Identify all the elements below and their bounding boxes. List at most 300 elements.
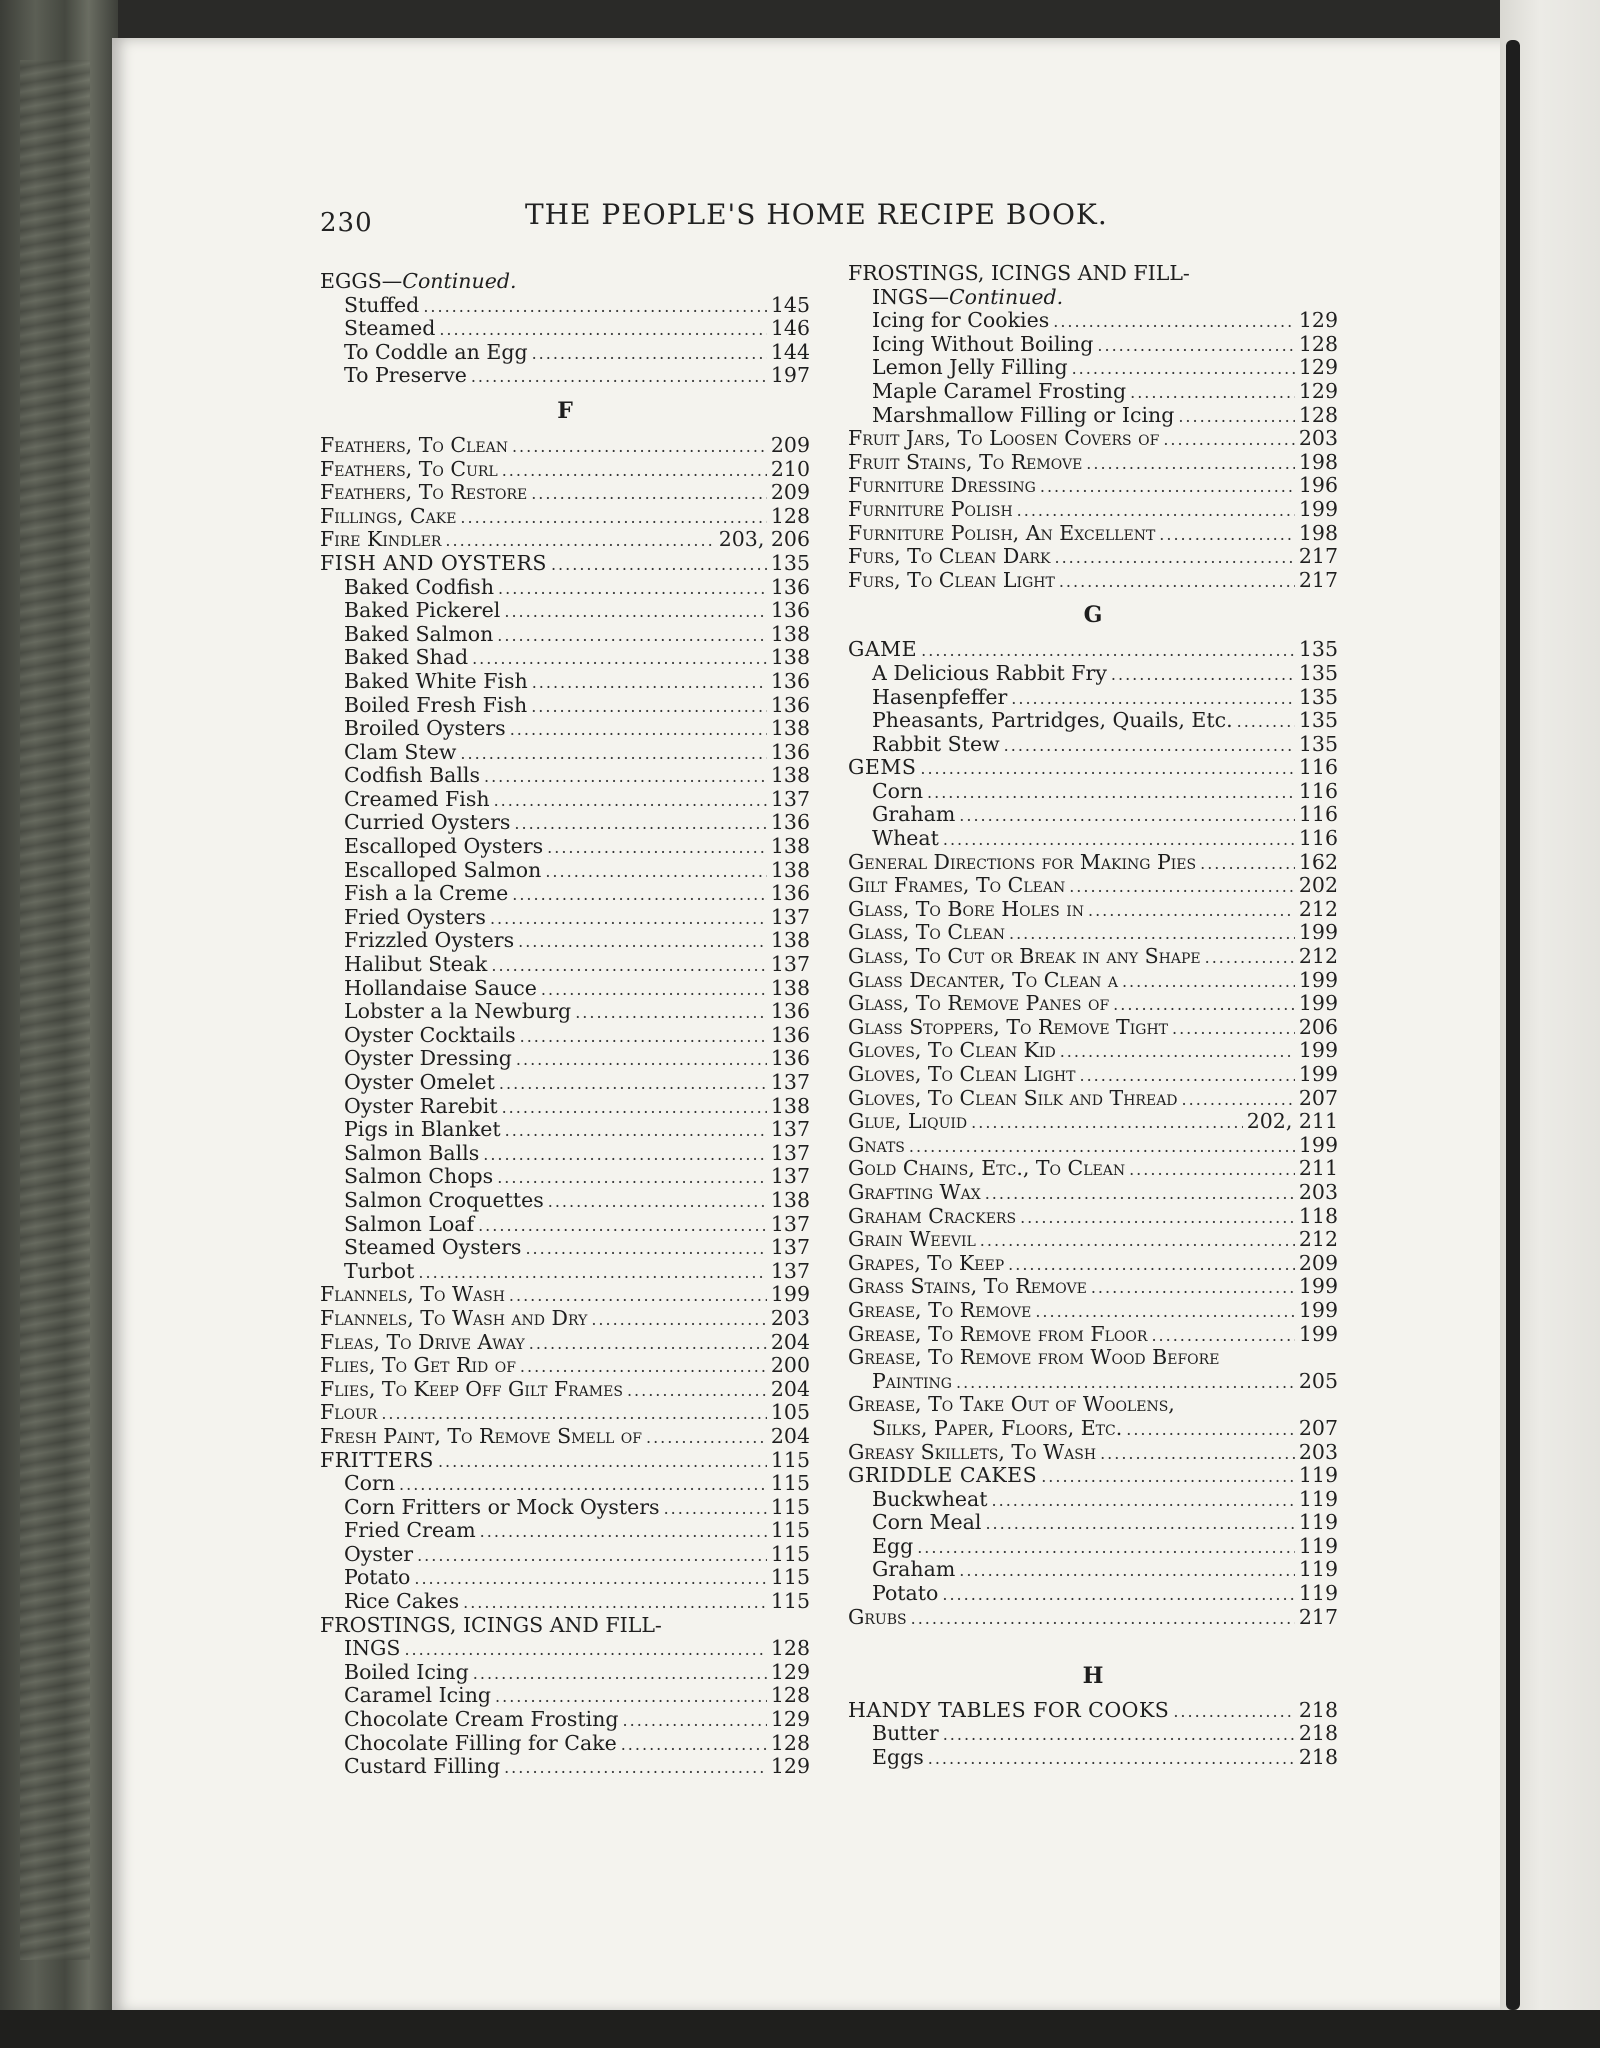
entry-page: 129 <box>770 1707 810 1732</box>
dot-leader <box>1086 452 1295 476</box>
dot-leader <box>514 812 766 836</box>
entry-page: 136 <box>770 881 810 906</box>
dot-leader <box>1163 428 1295 452</box>
entry-title: Escalloped Salmon <box>344 857 542 882</box>
dot-leader <box>943 1723 1295 1747</box>
dot-leader <box>1097 334 1294 358</box>
griddle-list <box>848 1488 1338 1606</box>
entry-title: Glass, To Remove Panes of <box>848 991 1110 1016</box>
dot-leader <box>928 1747 1295 1771</box>
entry-title: Salmon Balls <box>344 1140 480 1165</box>
entry-page: 146 <box>770 316 810 341</box>
index-entry <box>848 1535 1338 1559</box>
dot-leader <box>575 1001 767 1025</box>
dot-leader <box>494 789 767 813</box>
entry-page: 199 <box>770 1282 810 1307</box>
entry-page: 135 <box>1298 708 1338 733</box>
entry-page: 218 <box>1298 1721 1338 1746</box>
dot-leader <box>512 883 767 907</box>
entry-title: Corn Meal <box>872 1510 982 1535</box>
index-entry <box>320 481 810 505</box>
index-entry <box>848 921 1338 945</box>
dot-leader <box>1059 570 1295 594</box>
entry-title: Grapes, To Keep <box>848 1250 1005 1275</box>
entry-page: 198 <box>1298 449 1338 474</box>
index-entry <box>320 505 810 529</box>
dot-leader <box>1017 499 1295 523</box>
index-entry <box>848 1464 1338 1488</box>
index-entry <box>320 1071 810 1095</box>
index-entry <box>848 638 1338 662</box>
dot-leader <box>664 1497 767 1521</box>
entry-page: 137 <box>770 786 810 811</box>
page-number: 230 <box>320 208 373 238</box>
dot-leader <box>1088 899 1295 923</box>
entry-title: Glass, To Cut or Break in any Shape <box>848 944 1201 969</box>
entry-title: Fruit Jars, To Loosen Covers of <box>848 426 1160 451</box>
entry-title: Glue, Liquid <box>848 1109 968 1134</box>
section-letter-g: G <box>1083 602 1103 629</box>
entry-page: 136 <box>770 1022 810 1047</box>
index-entry <box>320 576 810 600</box>
grease-wood-line1: Grease, To Remove from Wood Before <box>848 1345 1220 1370</box>
index-entry <box>320 1378 810 1402</box>
entry-title: Baked Pickerel <box>344 598 501 623</box>
index-entry <box>320 623 810 647</box>
book-edge-left <box>0 0 118 2048</box>
dot-leader <box>1009 922 1295 946</box>
dot-leader <box>520 1025 767 1049</box>
entry-page: 137 <box>770 1211 810 1236</box>
dot-leader <box>911 1607 1295 1631</box>
entry-page: 138 <box>770 834 810 859</box>
dot-leader <box>1041 1465 1295 1489</box>
index-entry <box>848 474 1338 498</box>
entry-title: HANDY TABLES FOR COOKS <box>848 1697 1170 1722</box>
entry-title: Rabbit Stew <box>872 731 1000 756</box>
dot-leader <box>971 1111 1243 1135</box>
index-column-left <box>320 270 810 1779</box>
frostings-list <box>320 1661 810 1779</box>
index-entry <box>848 427 1338 451</box>
entry-page: 136 <box>770 999 810 1024</box>
index-entry <box>848 1746 1338 1770</box>
dot-leader <box>414 1567 767 1591</box>
dot-leader <box>490 907 767 931</box>
entry-page: 115 <box>770 1494 810 1519</box>
index-entry <box>848 827 1338 851</box>
continued-heading: EGGS—Continued. <box>320 269 517 293</box>
entry-title: Curried Oysters <box>344 810 511 835</box>
dot-leader <box>512 435 767 459</box>
dot-leader <box>1008 1253 1295 1277</box>
entry-page: 199 <box>1298 920 1338 945</box>
entry-title: Salmon Chops <box>344 1164 494 1189</box>
dot-leader <box>1091 1276 1295 1300</box>
entry-title: Glass Decanter, To Clean a <box>848 967 1118 992</box>
dot-leader <box>548 1190 767 1214</box>
dot-leader <box>1079 1064 1294 1088</box>
dot-leader <box>504 600 767 624</box>
entry-page: 145 <box>770 292 810 317</box>
entry-page: 136 <box>770 739 810 764</box>
dot-leader <box>1111 663 1295 687</box>
entry-page: 212 <box>1298 944 1338 969</box>
index-entry <box>320 788 810 812</box>
index-entry <box>848 380 1338 404</box>
entry-page: 128 <box>770 503 810 528</box>
entry-title: Gnats <box>848 1132 905 1157</box>
g-entries-1 <box>848 851 1338 1346</box>
entry-title: Lobster a la Newburg <box>344 999 572 1024</box>
dot-leader <box>1182 1088 1295 1112</box>
entry-title: Baked Salmon <box>344 621 494 646</box>
entry-page: 115 <box>770 1541 810 1566</box>
entry-title: Baked Codfish <box>344 574 495 599</box>
dot-leader <box>516 1048 767 1072</box>
index-entry <box>320 1401 810 1425</box>
running-title: THE PEOPLE'S HOME RECIPE BOOK. <box>525 198 1108 231</box>
entry-title: Clam Stew <box>344 739 457 764</box>
index-entry <box>848 1087 1338 1111</box>
greasy-skillets-entry <box>848 1441 1338 1465</box>
entry-page: 135 <box>1298 660 1338 685</box>
entry-title: Boiled Fresh Fish <box>344 692 528 717</box>
index-entry <box>848 662 1338 686</box>
dot-leader <box>445 529 714 553</box>
entry-title: Graham Crackers <box>848 1203 1017 1228</box>
dot-leader <box>541 978 767 1002</box>
index-entry <box>320 1684 810 1708</box>
entry-title: Fresh Paint, To Remove Smell of <box>320 1423 642 1448</box>
dot-leader <box>472 647 767 671</box>
entry-page: 129 <box>1298 308 1338 333</box>
entry-title: Oyster Dressing <box>344 1046 512 1071</box>
index-entry <box>320 859 810 883</box>
entry-page: 197 <box>770 363 810 388</box>
entry-page: 118 <box>1298 1203 1338 1228</box>
entry-title: Grubs <box>848 1604 907 1629</box>
entry-page: 116 <box>1298 802 1338 827</box>
index-entry <box>848 1370 1338 1394</box>
entry-page: 119 <box>1298 1533 1338 1558</box>
index-entry <box>320 1590 810 1614</box>
dot-leader <box>463 1591 767 1615</box>
entry-title: Hollandaise Sauce <box>344 975 537 1000</box>
index-entry <box>320 317 810 341</box>
index-entry <box>848 1558 1338 1582</box>
index-entry <box>848 1511 1338 1535</box>
entry-page: 138 <box>770 975 810 1000</box>
f-entries-3 <box>848 427 1338 592</box>
entry-page: 137 <box>770 1235 810 1260</box>
entry-page: 128 <box>770 1636 810 1661</box>
entry-title: Creamed Fish <box>344 786 490 811</box>
dot-leader <box>1130 381 1295 405</box>
entry-page: 129 <box>1298 355 1338 380</box>
entry-title: FRITTERS <box>320 1447 434 1472</box>
index-entry <box>320 953 810 977</box>
dot-leader <box>491 954 767 978</box>
dot-leader <box>460 742 766 766</box>
entry-title: Flies, To Keep Off Gilt Frames <box>320 1376 623 1401</box>
entry-page: 115 <box>770 1518 810 1543</box>
entry-title: Furniture Polish <box>848 496 1013 521</box>
index-entry <box>320 1755 810 1779</box>
dot-leader <box>623 1709 767 1733</box>
entry-title: To Coddle an Egg <box>344 339 528 364</box>
spacer <box>848 1629 1338 1653</box>
entry-page: 115 <box>770 1589 810 1614</box>
dot-leader <box>502 459 767 483</box>
dot-leader <box>1205 946 1295 970</box>
dot-leader <box>1020 1206 1295 1230</box>
entry-page: 115 <box>770 1471 810 1496</box>
dot-leader <box>1004 734 1295 758</box>
dot-leader <box>483 1143 767 1167</box>
entry-title: Painting <box>872 1368 952 1393</box>
entry-title: Glass, To Clean <box>848 920 1005 945</box>
index-entry <box>848 1016 1338 1040</box>
dot-leader <box>399 1473 767 1497</box>
dot-leader <box>460 506 766 530</box>
index-entry <box>320 1165 810 1189</box>
dot-leader <box>921 639 1295 663</box>
game-heading <box>848 638 1338 662</box>
entry-page: 199 <box>1298 1062 1338 1086</box>
index-entry <box>848 803 1338 827</box>
entry-page: 119 <box>1298 1510 1338 1535</box>
entry-title: Fried Oysters <box>344 904 486 929</box>
entry-page: 138 <box>770 763 810 788</box>
bottom-shadow <box>0 2010 1600 2048</box>
dot-leader <box>497 624 767 648</box>
dot-leader <box>1054 546 1294 570</box>
index-entry <box>848 1582 1338 1606</box>
entry-title: Stuffed <box>344 292 420 317</box>
index-entry <box>320 694 810 718</box>
entry-page: 128 <box>770 1683 810 1708</box>
entry-title: Gloves, To Clean Kid <box>848 1038 1056 1063</box>
dot-leader <box>956 1371 1295 1395</box>
entry-title: Codfish Balls <box>344 763 480 788</box>
index-entry <box>320 1637 810 1661</box>
entry-page: 209 <box>770 432 810 457</box>
entry-title: Gloves, To Clean Light <box>848 1062 1076 1086</box>
entry-title: General Directions for Making Pies <box>848 849 1197 874</box>
index-entry <box>320 1708 810 1732</box>
entry-page: 138 <box>770 716 810 741</box>
entry-page: 119 <box>1298 1463 1338 1488</box>
index-entry <box>848 1134 1338 1158</box>
fritters-heading <box>320 1449 810 1473</box>
index-entry <box>848 356 1338 380</box>
index-entry <box>848 1441 1338 1465</box>
entry-page: 204 <box>770 1329 810 1354</box>
entry-page: 135 <box>770 550 810 575</box>
entry-page: 207 <box>1298 1085 1338 1110</box>
entry-title: Oyster <box>344 1541 414 1566</box>
entry-page: 136 <box>770 598 810 623</box>
dot-leader <box>1060 1040 1295 1064</box>
index-entry <box>848 1488 1338 1512</box>
griddle-heading <box>848 1464 1338 1488</box>
entry-page: 206 <box>1298 1014 1338 1039</box>
dot-leader <box>1100 1442 1295 1466</box>
entry-page: 138 <box>770 1187 810 1212</box>
dot-leader <box>1151 1324 1294 1348</box>
entry-title: Eggs <box>872 1745 924 1770</box>
dot-leader <box>498 577 767 601</box>
index-entry <box>848 1299 1338 1323</box>
entry-title: Fleas, To Drive Away <box>320 1329 525 1354</box>
next-page-edge <box>1500 0 1600 2048</box>
entry-page: 129 <box>770 1754 810 1779</box>
entry-title: Buckwheat <box>872 1486 988 1511</box>
dot-leader <box>621 1733 767 1757</box>
index-entry <box>320 599 810 623</box>
frostings-heading-line2 <box>320 1637 810 1661</box>
entry-title: Boiled Icing <box>344 1659 469 1684</box>
dot-leader <box>545 860 767 884</box>
entry-page: 199 <box>1298 967 1338 992</box>
entry-page: 218 <box>1298 1697 1338 1722</box>
index-entry <box>320 1260 810 1284</box>
entry-title: Gold Chains, Etc., To Clean <box>848 1156 1126 1181</box>
entry-page: 202, 211 <box>1246 1109 1338 1134</box>
f-entries-1 <box>320 434 810 552</box>
dot-leader <box>980 1229 1295 1253</box>
index-entry <box>848 709 1338 733</box>
entry-title: Glass, To Bore Holes in <box>848 896 1084 921</box>
index-entry <box>320 1543 810 1567</box>
entry-title: Furniture Dressing <box>848 473 1036 498</box>
dot-leader <box>505 1119 767 1143</box>
dot-leader <box>518 930 767 954</box>
entry-title: Feathers, To Restore <box>320 480 528 505</box>
entry-page: 138 <box>770 621 810 646</box>
index-entry <box>848 1252 1338 1276</box>
dot-leader <box>1113 993 1295 1017</box>
entry-title: Icing for Cookies <box>872 308 1050 333</box>
game-list <box>848 662 1338 756</box>
entry-title: Feathers, To Clean <box>320 432 508 457</box>
entry-title: Caramel Icing <box>344 1683 492 1708</box>
entry-page: 212 <box>1298 1227 1338 1252</box>
entry-page: 128 <box>770 1730 810 1755</box>
entry-page: 211 <box>1298 1156 1338 1181</box>
entry-page: 217 <box>1298 544 1338 569</box>
index-entry <box>320 1118 810 1142</box>
entry-page: 135 <box>1298 684 1338 709</box>
index-entry <box>848 969 1338 993</box>
index-entry <box>848 1417 1338 1441</box>
entry-page: 105 <box>770 1400 810 1425</box>
index-entry <box>848 404 1338 428</box>
dot-leader <box>1173 1700 1295 1724</box>
index-entry <box>848 1722 1338 1746</box>
index-entry <box>320 1142 810 1166</box>
handy-list <box>848 1722 1338 1769</box>
index-entry <box>320 1519 810 1543</box>
dot-leader <box>525 1237 766 1261</box>
entry-title: Grease, To Remove <box>848 1297 1032 1322</box>
index-entry <box>320 341 810 365</box>
dot-leader <box>1126 1418 1295 1442</box>
entry-page: 119 <box>1298 1557 1338 1582</box>
entry-title: Potato <box>344 1565 411 1590</box>
dot-leader <box>499 1072 767 1096</box>
dot-leader <box>439 318 767 342</box>
index-entry <box>320 1449 810 1473</box>
fish-list <box>320 576 810 1284</box>
entry-page: 203, 206 <box>718 527 810 552</box>
dot-leader <box>1035 1300 1295 1324</box>
index-entry <box>848 945 1338 969</box>
entry-title: Corn <box>872 778 924 803</box>
entry-page: 199 <box>1298 1297 1338 1322</box>
index-entry <box>848 545 1338 569</box>
index-entry <box>320 741 810 765</box>
index-entry <box>320 1024 810 1048</box>
index-entry <box>848 992 1338 1016</box>
dot-leader <box>1129 1158 1295 1182</box>
entry-title: Icing Without Boiling <box>872 331 1094 356</box>
entry-title: Marshmallow Filling or Icing <box>872 402 1175 427</box>
index-entry <box>848 1228 1338 1252</box>
entry-page: 209 <box>1298 1250 1338 1275</box>
entry-title: Silks, Paper, Floors, Etc. <box>872 1415 1123 1440</box>
dot-leader <box>1069 875 1295 899</box>
section-letter-h: H <box>1082 1662 1104 1689</box>
index-entry <box>320 929 810 953</box>
dot-leader <box>1072 357 1295 381</box>
index-entry <box>320 1236 810 1260</box>
entry-page: 136 <box>770 668 810 693</box>
index-entry <box>320 1047 810 1071</box>
entry-title: Pigs in Blanket <box>344 1117 501 1142</box>
dot-leader <box>943 828 1295 852</box>
entry-title: Grease, To Remove from Floor <box>848 1321 1148 1346</box>
index-entry <box>320 1283 810 1307</box>
entry-page: 128 <box>1298 331 1338 356</box>
entry-page: 119 <box>1298 1581 1338 1606</box>
index-entry <box>848 1699 1338 1723</box>
entry-title: Salmon Loaf <box>344 1211 475 1236</box>
dot-leader <box>471 365 767 389</box>
index-entry <box>848 756 1338 780</box>
section-letter-f: F <box>557 397 573 424</box>
grease-woolens-line2 <box>848 1417 1338 1441</box>
entry-page: 207 <box>1298 1415 1338 1440</box>
index-entry <box>320 882 810 906</box>
index-entry <box>320 458 810 482</box>
dot-leader <box>547 836 767 860</box>
entry-page: 199 <box>1298 991 1338 1016</box>
page-gutter <box>1506 40 1520 2010</box>
entry-title: Corn <box>344 1471 396 1496</box>
index-entry <box>848 1157 1338 1181</box>
dot-leader <box>1200 852 1295 876</box>
entry-page: 136 <box>770 692 810 717</box>
index-entry <box>848 1606 1338 1630</box>
entry-title: Graham <box>872 802 956 827</box>
dot-leader <box>1178 405 1295 429</box>
entry-page: 199 <box>1298 1132 1338 1157</box>
index-entry <box>848 686 1338 710</box>
entry-title: Furs, To Clean Light <box>848 567 1055 592</box>
entry-page: 199 <box>1298 496 1338 521</box>
